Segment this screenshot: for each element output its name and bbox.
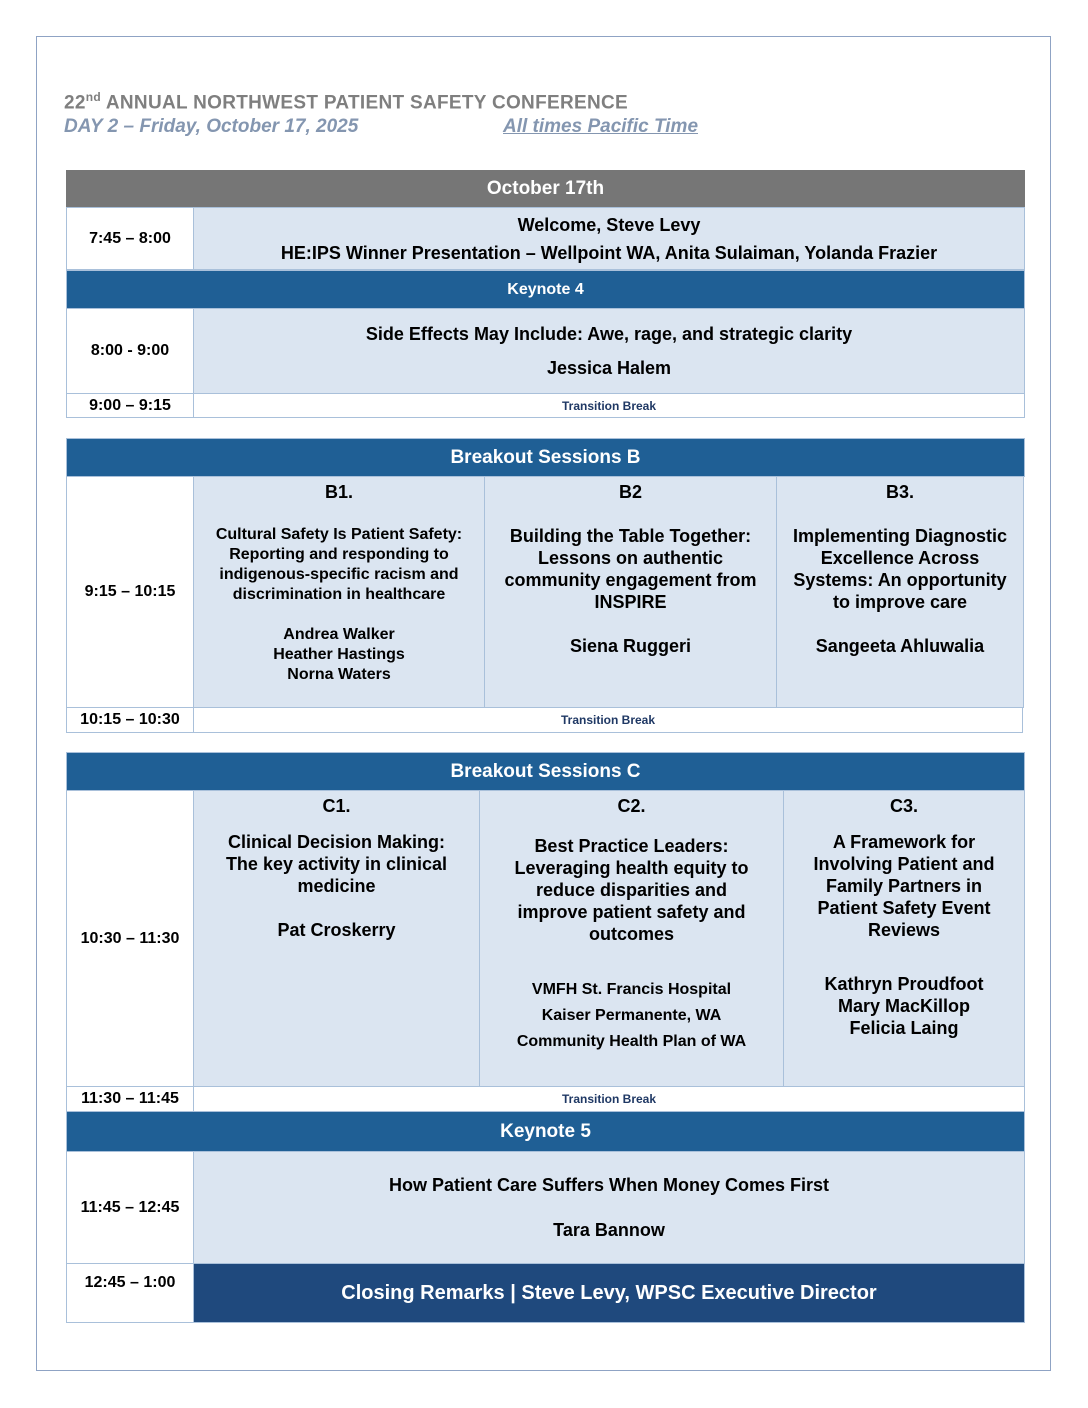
session-title-line: Cultural Safety Is Patient Safety: [215, 526, 463, 543]
session-id: C1. [322, 796, 351, 816]
session-speaker: Sangeeta Ahluwalia [815, 636, 985, 656]
session-title-line: Best Practice Leaders: [534, 836, 729, 856]
session-title-line: Implementing Diagnostic [792, 526, 1008, 546]
breakout-b-header: Breakout Sessions B [66, 438, 1025, 477]
break2-time: 10:15 – 10:30 [66, 707, 194, 733]
session-title-line: discrimination in healthcare [232, 586, 446, 603]
session-speaker: Felicia Laing [849, 1018, 959, 1038]
session-title-line: Excellence Across [820, 548, 980, 568]
breakout-b-time: 9:15 – 10:15 [66, 476, 194, 708]
session-title-line: Clinical Decision Making: [227, 832, 446, 852]
session-title-line: reduce disparities and [535, 880, 728, 900]
session-b1 [193, 476, 485, 708]
session-title-line: improve patient safety and [517, 902, 746, 922]
session-speaker: VMFH St. Francis Hospital [531, 981, 732, 998]
session-id: B2 [618, 482, 642, 502]
session-id: B1. [324, 482, 353, 502]
session-speaker: Pat Croskerry [277, 920, 396, 940]
session-title-line: The key activity in clinical [225, 854, 448, 874]
timezone-link[interactable]: All times Pacific Time [503, 116, 699, 137]
break2-label: Transition Break [193, 707, 1023, 733]
session-speaker: Kathryn Proudfoot [824, 974, 984, 994]
keynote5-time: 11:45 – 12:45 [66, 1151, 194, 1264]
session-title-line: Family Partners in [825, 876, 983, 896]
session-title-line: Systems: An opportunity [793, 570, 1007, 590]
session-speaker: Siena Ruggeri [569, 636, 692, 656]
break3-label: Transition Break [193, 1086, 1025, 1112]
break1-time: 9:00 – 9:15 [66, 393, 194, 418]
session-title-line: Building the Table Together: [509, 526, 752, 546]
keynote4-cell [193, 308, 1025, 394]
date-header: October 17th [66, 170, 1025, 208]
ordinal: 22 [64, 92, 86, 114]
keynote4-header: Keynote 4 [66, 270, 1025, 309]
session-title-line: Reviews [867, 920, 941, 940]
session-title-line: community engagement from [504, 570, 757, 590]
title-text: ANNUAL NORTHWEST PATIENT SAFETY CONFERENCE [105, 92, 628, 114]
session-speaker: Andrea Walker [283, 626, 395, 643]
welcome-cell [193, 207, 1025, 270]
session-title-line: Reporting and responding to [229, 546, 449, 563]
session-c2 [479, 790, 784, 1087]
session-id: C3. [889, 796, 918, 816]
keynote5-header: Keynote 5 [66, 1111, 1025, 1152]
session-speaker: Heather Hastings [273, 646, 405, 663]
break1-label: Transition Break [193, 393, 1025, 418]
breakout-c-time: 10:30 – 11:30 [66, 790, 194, 1087]
breakout-c-header: Breakout Sessions C [66, 752, 1025, 791]
session-b3 [776, 476, 1024, 708]
ordinal-suffix: nd [85, 90, 101, 104]
session-speaker: Norna Waters [287, 666, 391, 683]
session-speaker: Community Health Plan of WA [516, 1033, 747, 1050]
keynote4-time: 8:00 - 9:00 [66, 308, 194, 394]
session-title-line: Lessons on authentic [537, 548, 724, 568]
welcome-time: 7:45 – 8:00 [66, 207, 194, 270]
closing-time: 12:45 – 1:00 [66, 1263, 194, 1323]
session-speaker: Mary MacKillop [837, 996, 971, 1016]
session-c1 [193, 790, 480, 1087]
session-id: B3. [885, 482, 914, 502]
session-title-line: Leveraging health equity to [514, 858, 749, 878]
session-title-line: outcomes [588, 924, 675, 944]
closing-remarks: Closing Remarks | Steve Levy, WPSC Executive Director [193, 1263, 1025, 1323]
session-title-line: indigenous-specific racism and [219, 566, 459, 583]
session-title-line: Involving Patient and [813, 854, 995, 874]
break3-time: 11:30 – 11:45 [66, 1086, 194, 1112]
session-c3 [783, 790, 1025, 1087]
session-title-line: INSPIRE [594, 592, 667, 612]
keynote4-speaker: Jessica Halem [546, 358, 672, 378]
session-title-line: medicine [297, 876, 376, 896]
session-id: C2. [617, 796, 646, 816]
day-subtitle: DAY 2 – Friday, October 17, 2025 [64, 116, 359, 137]
session-title-line: Patient Safety Event [817, 898, 991, 918]
keynote4-title: Side Effects May Include: Awe, rage, and strategic clarity [365, 324, 853, 344]
keynote5-title: How Patient Care Suffers When Money Comes First [388, 1174, 830, 1195]
session-b2 [484, 476, 777, 708]
conference-title [64, 90, 628, 114]
welcome-line: Welcome, Steve Levy [517, 214, 701, 235]
session-title-line: A Framework for [832, 832, 976, 852]
session-title-line: to improve care [832, 592, 968, 612]
keynote5-cell [193, 1151, 1025, 1264]
hips-presentation-line: HE:IPS Winner Presentation – Wellpoint WA, Anita Sulaiman, Yolanda Frazier [280, 242, 938, 263]
session-speaker: Kaiser Permanente, WA [541, 1007, 722, 1024]
keynote5-speaker: Tara Bannow [553, 1219, 665, 1240]
